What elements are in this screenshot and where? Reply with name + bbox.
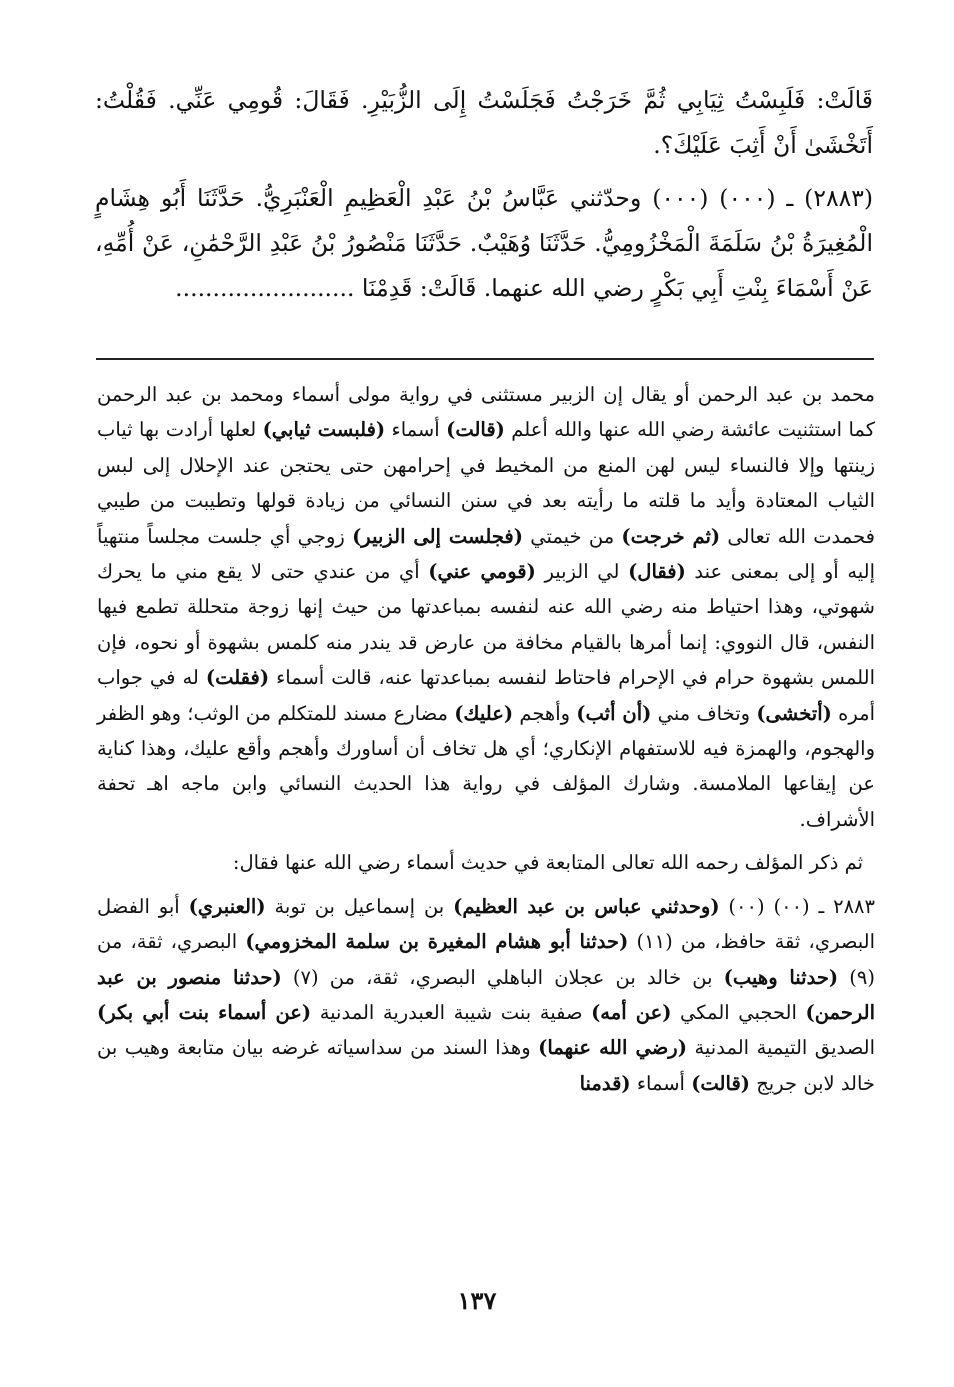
- commentary-text-run: صفية بنت شيبة العبدرية المدنية: [311, 1000, 592, 1024]
- bold-quoted-phrase: (حدثنا أبو هشام المغيرة بن سلمة المخزومي): [245, 930, 629, 954]
- commentary-text-run: له في جواب أمره: [97, 666, 875, 725]
- commentary-text-run: البصري، ثقة، من (٩): [97, 930, 875, 989]
- commentary-text-run: الصديق التيمية المدنية: [686, 1036, 876, 1060]
- commentary-paragraph-1: [97, 377, 875, 837]
- commentary-text-run: مضارع مسند للمتكلم من الوثب؛ وهو الظفر والهجوم، والهمزة فيه للاستفهام الإنكاري؛ أي هل تخاف أن أساورك وأهجم وأقع عليك، وهذا كناية عن إيقاعها الملامسة. وشارك المؤلف في رواية هذا الحديث النسائي وابن ماجه اهـ تحفة الأشراف.: [97, 701, 875, 831]
- commentary-text-run: بن إسماعيل بن توبة: [265, 894, 454, 918]
- bold-quoted-phrase: (وحدثني عباس بن عبد العظيم): [453, 894, 720, 918]
- commentary-intro: ثم ذكر المؤلف رحمه الله تعالى المتابعة في حديث أسماء رضي الله عنها فقال:: [232, 851, 863, 875]
- bold-quoted-phrase: (قدمنا: [579, 1071, 631, 1095]
- bold-quoted-phrase: (فقال): [628, 560, 686, 584]
- commentary-text-run: من خيمتي: [522, 524, 622, 548]
- commentary-text-run: وتخاف مني: [651, 701, 757, 725]
- commentary-text-run: بن خالد بن عجلان الباهلي البصري، ثقة، من (٧): [281, 965, 724, 989]
- bold-quoted-phrase: (قالت): [446, 418, 505, 442]
- commentary-text-run: أي من عندي حتى لا يقع مني ما يحرك شهوتي، وهذا احتياط منه رضي الله عنه لنفسه بمباعدتها من حيث إنها زوجة متحللة تطمع فيها النفس، قال النووي: إنما أمرها بالقيام مخافة من عارض قد يندر منه كلمس بشهوة أو نحوه، فإن اللمس بشهوة حرام في الإحرام فاحتاط لنفسه بمباعدتها عنه، قالت أسماء: [97, 560, 875, 690]
- commentary-text-run: أسماء: [385, 418, 447, 442]
- section-divider: [96, 358, 874, 360]
- commentary-text-run: وأهجم: [513, 701, 577, 725]
- commentary-text-run: أسماء: [630, 1071, 692, 1095]
- commentary-text-run: الحجبي المكي: [671, 1000, 806, 1024]
- bold-quoted-phrase: (عليك): [454, 701, 514, 725]
- bold-quoted-phrase: (فقلت): [205, 666, 270, 690]
- bold-quoted-phrase: (قومي عني): [428, 560, 536, 584]
- bold-quoted-phrase: (فلبست ثيابي): [262, 418, 386, 442]
- hadith-paragraph-1: قَالَتْ: فَلَبِسْتُ ثِيَابِي ثُمَّ خَرَجْتُ فَجَلَسْتُ إِلَى الزُّبَيْرِ. فَقَالَ: قُومِي عَنِّي. فَقُلْتُ: أَتَخْشَىٰ أَنْ أَثِبَ عَلَيْكَ؟.: [95, 86, 873, 159]
- bold-quoted-phrase: (حدثنا وهيب): [723, 965, 839, 989]
- commentary-text-run: لعلها أرادت بها ثياب زينتها وإلا فالنساء ليس لهن المنع من المخيط في إحرامهن حتى يحتجن عند الإحلال إلى لبس الثياب المعتادة وأيد ما قلته ما رأيته بعد في سنن النسائي من زيادة قولها وتطيبت من طيبي فحمدت الله تعالى: [97, 418, 875, 548]
- bold-quoted-phrase: (فجلست إلى الزبير): [352, 524, 523, 548]
- commentary-text: [97, 377, 875, 1101]
- hadith-text: [95, 78, 873, 311]
- bold-quoted-phrase: (عن أسماء بنت أبي بكر): [97, 1000, 312, 1024]
- bold-quoted-phrase: (حدثنا منصور بن عبد الرحمن): [97, 965, 875, 1024]
- commentary-chain-paragraph: [97, 889, 875, 1101]
- bold-quoted-phrase: (أتخشى): [756, 701, 832, 725]
- commentary-text-run: ٢٨٨٣ ـ (٠٠) (٠٠): [719, 894, 876, 918]
- commentary-text-run: وهذا السند من سداسياته غرضه بيان متابعة وهيب بن خالد لابن جريج: [97, 1036, 875, 1095]
- commentary-text-run: زوجي أي جلست مجلساً منتهياً إليه أو إلى بمعنى عند: [97, 524, 876, 584]
- commentary-text-run: أبو الفضل البصري، ثقة حافظ، من (١١): [97, 894, 875, 954]
- commentary-text-run: لي الزبير: [535, 560, 629, 584]
- bold-quoted-phrase: (عن أمه): [591, 1000, 672, 1024]
- bold-quoted-phrase: (رضي الله عنهما): [538, 1036, 687, 1060]
- bold-quoted-phrase: (أن أثب): [576, 701, 652, 725]
- bold-quoted-phrase: (العنبري): [188, 894, 266, 918]
- bold-quoted-phrase: (ثم خرجت): [621, 524, 721, 548]
- bold-quoted-phrase: (قالت): [691, 1071, 750, 1095]
- commentary-text-run: محمد بن عبد الرحمن أو يقال إن الزبير مستثنى في رواية مولى أسماء ومحمد بن عبد الرحمن كما استثنيت عائشة رضي الله عنها والله أعلم: [97, 383, 875, 442]
- hadith-paragraph-2: (٢٨٨٣) ـ (٠٠٠) (٠٠٠) وحدّثني عَبَّاسُ بْنُ عَبْدِ الْعَظِيمِ الْعَنْبَرِيُّ. حَدَّثَنَا أَبُو هِشَامٍ الْمُغِيرَةُ بْنُ سَلَمَةَ الْمَخْزُومِيُّ. حَدَّثَنَا وُهَيْبٌ. حَدَّثَنَا مَنْصُورُ بْنُ عَبْدِ الرَّحْمَٰنِ، عَنْ أُمِّهِ، عَنْ أَسْمَاءَ بِنْتِ أَبِي بَكْرٍ رضي الله عنهما. قَالَتْ: قَدِمْنَا ........................: [95, 184, 873, 302]
- page-number: ١٣٧: [457, 1286, 497, 1315]
